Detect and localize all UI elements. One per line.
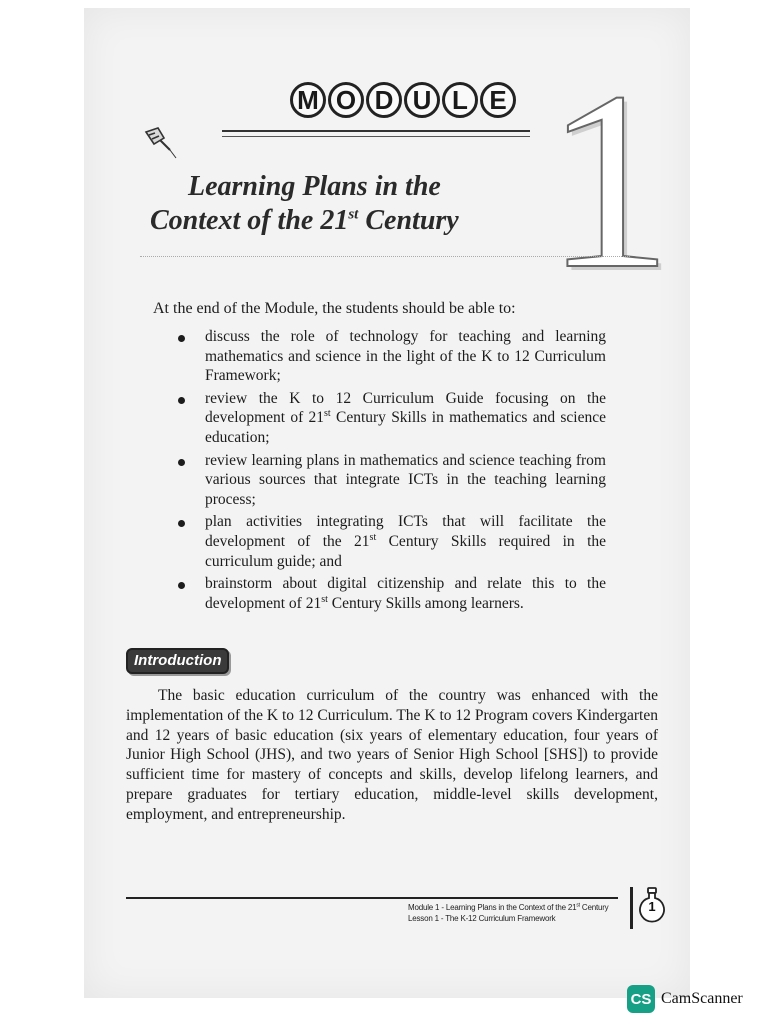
module-title xyxy=(150,170,550,238)
objective-text: review the K to 12 Curriculum Guide focusing on the development of 21 xyxy=(205,389,606,427)
footer-divider xyxy=(126,897,618,899)
bullet-icon xyxy=(178,397,185,404)
title-text: Context of the 21 xyxy=(150,205,349,236)
module-letter: M xyxy=(290,82,326,118)
bullet-icon xyxy=(178,582,185,589)
header-divider xyxy=(222,130,530,137)
bullet-icon xyxy=(178,335,185,342)
module-letter: E xyxy=(480,82,516,118)
objective-text: Century Skills in mathematics and science education; xyxy=(205,409,606,446)
footer-text: Module 1 - Learning Plans in the Context of the 21 xyxy=(408,903,577,912)
objectives-list xyxy=(176,327,606,616)
camscanner-watermark xyxy=(627,985,743,1013)
list-item xyxy=(176,512,606,571)
title-superscript: st xyxy=(348,206,359,223)
footer-text: Century xyxy=(579,903,609,912)
camscanner-name: CamScanner xyxy=(661,990,743,1007)
objective-text: brainstorm about digital citizenship and relate this to the development of 21 xyxy=(205,575,606,612)
list-item xyxy=(176,451,606,510)
list-item xyxy=(176,327,606,386)
page-number: 1 xyxy=(648,899,656,914)
objective-superscript: st xyxy=(321,593,328,605)
running-footer xyxy=(408,902,628,924)
title-line-2 xyxy=(150,205,459,236)
objective-text: Century Skills required in the curriculum guide; and xyxy=(205,532,607,570)
footer-module-line xyxy=(408,902,628,913)
objective-text: review learning plans in mathematics and science teaching from various sources that integrate ICTs in the teaching learning process; xyxy=(205,451,606,508)
footer-lesson-line: Lesson 1 - The K-12 Curriculum Framework xyxy=(408,914,556,923)
module-letter: O xyxy=(328,82,364,118)
bullet-icon xyxy=(178,520,185,527)
objective-text: plan activities integrating ICTs that will facilitate the development of the 21 xyxy=(205,513,606,550)
footer-superscript: st xyxy=(576,902,580,909)
title-divider xyxy=(140,256,630,257)
camscanner-logo: CS xyxy=(627,985,655,1013)
module-heading xyxy=(290,82,516,118)
pushpin-icon xyxy=(140,124,182,164)
module-letter: L xyxy=(442,82,478,118)
list-item xyxy=(176,574,606,613)
objective-superscript: st xyxy=(369,531,377,543)
title-line-1: Learning Plans in the xyxy=(188,171,441,202)
introduction-label: Introduction xyxy=(126,648,229,674)
footer-bar xyxy=(630,887,633,929)
module-number: 1 xyxy=(545,40,673,322)
module-letter: D xyxy=(366,82,402,118)
title-text: Century xyxy=(358,205,459,236)
objective-text: Century Skills among learners. xyxy=(327,594,524,612)
objectives-intro: At the end of the Module, the students should be able to: xyxy=(153,300,516,317)
bullet-icon xyxy=(178,459,185,466)
list-item xyxy=(176,389,606,448)
objective-superscript: st xyxy=(324,408,331,420)
module-letter: U xyxy=(404,82,440,118)
objective-text: discuss the role of technology for teaching and learning mathematics and science in the light of the K to 12 Curriculum Framework; xyxy=(205,328,606,385)
introduction-paragraph: The basic education curriculum of the country was enhanced with the implementation of the K to 12 Curriculum. The K to 12 Program covers Kindergarten and 12 years of basic education (six years of elementary education, four years of Junior High School (JHS), and two years of Senior High School [SHS]) to provide sufficient time for mastery of concepts and skills, develop lifelong learners, and prepare graduates for tertiary education, middle-level skills development, employment, and entrepreneurship. xyxy=(126,687,658,823)
